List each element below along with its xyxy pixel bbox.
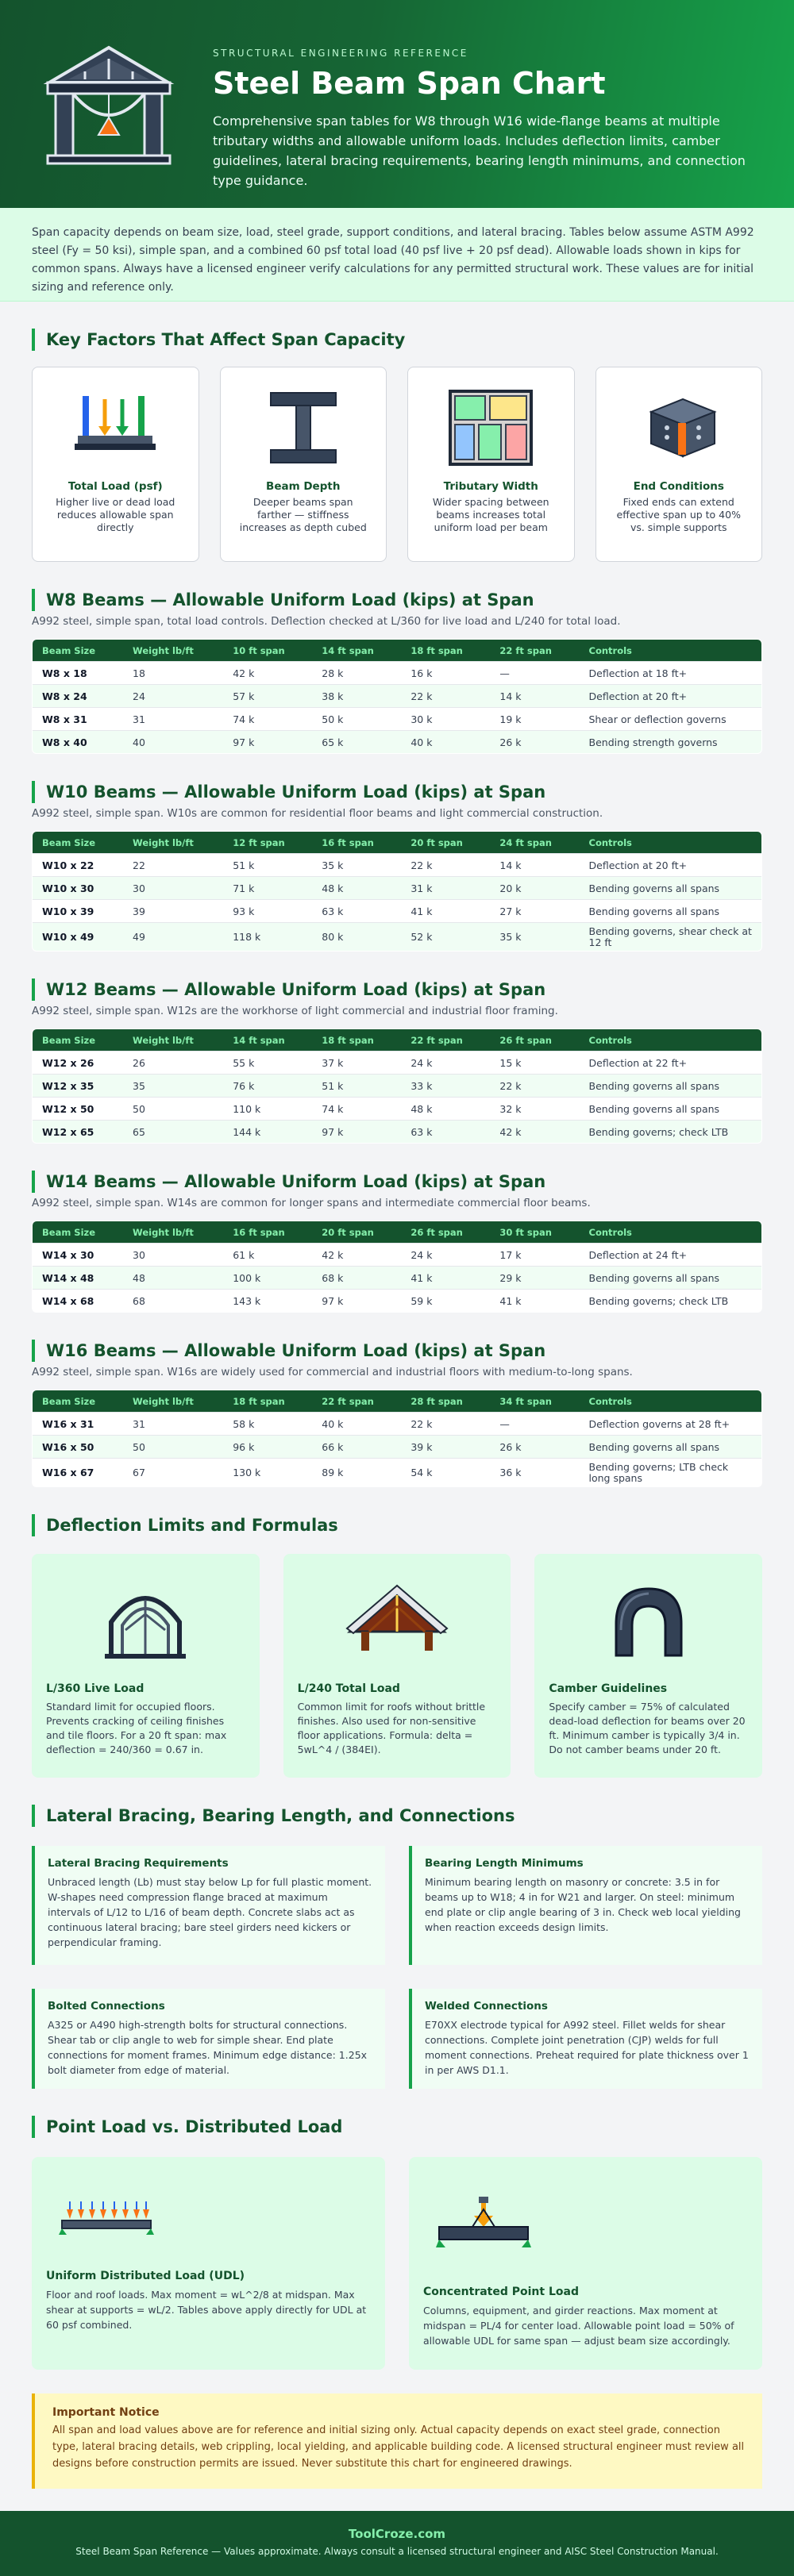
- w14-section: [32, 1171, 762, 1313]
- notice-text: All span and load values above are for reference and initial sizing only. Actual capacity depends on exact steel grade, connection type, lateral bracing details, web crippling, local yielding, and applicable building code. A licensed structural engineer must review all designs before construction permits are issued. Never substitute this chart for engineered drawings.: [52, 2424, 745, 2470]
- table-cell: 65: [123, 1121, 223, 1144]
- important-notice: [32, 2393, 762, 2489]
- i-beam-icon: [260, 388, 347, 467]
- table-cell: 48: [123, 1267, 223, 1290]
- table-cell: 48 k: [312, 877, 401, 900]
- intro-section: [0, 208, 794, 302]
- footer-brand-link[interactable]: ToolCroze.com: [348, 2527, 446, 2541]
- table-row: [33, 1098, 762, 1121]
- table-cell: 50 k: [312, 708, 401, 731]
- table-cell: 41 k: [490, 1290, 579, 1313]
- factor-title: Tributary Width: [443, 480, 538, 493]
- factor-card-depth: [220, 367, 387, 562]
- table-cell: 97 k: [223, 731, 312, 754]
- span-table: [32, 1221, 762, 1313]
- table-row: [33, 662, 762, 685]
- header-description: Comprehensive span tables for W8 through W16 wide-flange beams at multiple tributary widths and allowable uniform loads. Includes deflection limits, camber guidelines, lateral bracing requirements, bearing length minimums, and connection type guidance.: [213, 113, 746, 188]
- beam-size-cell: W12 x 26: [33, 1052, 124, 1075]
- table-row: [33, 877, 762, 900]
- deflection-cards: [32, 1554, 762, 1778]
- deflection-card-l240: [283, 1554, 511, 1778]
- table-cell: Deflection at 22 ft+: [580, 1052, 762, 1075]
- column-header: 26 ft span: [490, 1029, 579, 1052]
- beam-size-cell: W14 x 68: [33, 1290, 124, 1313]
- table-row: [33, 1413, 762, 1436]
- deflection-card-title: Camber Guidelines: [549, 1682, 668, 1695]
- table-cell: Deflection at 20 ft+: [580, 685, 762, 708]
- table-subtitle: A992 steel, simple span. W16s are widely used for commercial and industrial floors with medium-to-long spans.: [32, 1366, 633, 1378]
- column-header: 26 ft span: [401, 1221, 490, 1244]
- table-cell: Deflection at 20 ft+: [580, 854, 762, 877]
- beam-size-cell: W8 x 24: [33, 685, 124, 708]
- main-content: [0, 329, 794, 2489]
- bracing-card-lateral: [32, 1846, 385, 1965]
- factor-desc: Deeper beams span farther — stiffness increases as depth cubed: [239, 496, 367, 533]
- table-cell: 51 k: [312, 1075, 401, 1098]
- factor-card-load: [32, 367, 199, 562]
- bracing-card-desc: Minimum bearing length on masonry or concrete: 3.5 in for beams up to W18; 4 in for W21 and larger. On steel: minimum end plate or clip angle bearing of 3 in. Check web local yielding when reaction exceeds design limits.: [425, 1876, 741, 1933]
- column-header: 10 ft span: [223, 640, 312, 662]
- floor-plan-icon: [447, 388, 534, 467]
- column-header: 18 ft span: [312, 1029, 401, 1052]
- table-cell: 40 k: [312, 1413, 401, 1436]
- table-cell: 74 k: [312, 1098, 401, 1121]
- table-cell: Bending governs; check LTB: [580, 1290, 762, 1313]
- bracing-card-desc: E70XX electrode typical for A992 steel. Fillet welds for shear connections. Complete joint penetration (CJP) welds for full moment connections. Preheat required for plate thickness over 1 in per AWS D1.1.: [425, 2019, 749, 2076]
- column-header: 18 ft span: [223, 1390, 312, 1413]
- table-cell: 48 k: [401, 1098, 490, 1121]
- column-header: 20 ft span: [312, 1221, 401, 1244]
- factor-desc: Higher live or dead load reduces allowable span directly: [56, 496, 175, 533]
- table-cell: 26: [123, 1052, 223, 1075]
- bracing-card-desc: Unbraced length (Lb) must stay below Lp for full plastic moment. W-shapes need compression flange braced at maximum intervals of L/12 to L/16 of beam depth. Concrete slabs act as continuous lateral bracing; bare steel girders need kickers or perpendicular framing.: [48, 1876, 372, 1948]
- column-header: 12 ft span: [223, 832, 312, 854]
- table-cell: 61 k: [223, 1244, 312, 1267]
- table-cell: 30: [123, 1244, 223, 1267]
- table-cell: —: [490, 662, 579, 685]
- table-cell: 100 k: [223, 1267, 312, 1290]
- table-cell: 39: [123, 900, 223, 923]
- column-header: 16 ft span: [223, 1221, 312, 1244]
- table-cell: 54 k: [401, 1459, 490, 1487]
- table-cell: 14 k: [490, 685, 579, 708]
- table-cell: 59 k: [401, 1290, 490, 1313]
- table-cell: 50: [123, 1436, 223, 1459]
- beam-size-cell: W12 x 65: [33, 1121, 124, 1144]
- w8-section: [32, 589, 762, 754]
- table-cell: 97 k: [312, 1290, 401, 1313]
- column-header: Weight lb/ft: [123, 1390, 223, 1413]
- table-header-row: [33, 640, 762, 662]
- table-cell: 22 k: [401, 1413, 490, 1436]
- table-cell: 35: [123, 1075, 223, 1098]
- bracing-card-bolted: [32, 1989, 385, 2089]
- deflection-card-desc: Common limit for roofs without brittle finishes. Also used for non-sensitive floor applications. Formula: delta = 5wL^4 / (384EI).: [297, 1701, 486, 1755]
- table-subtitle: A992 steel, simple span, total load controls. Deflection checked at L/360 for live load and L/240 for total load.: [32, 615, 621, 628]
- table-cell: 19 k: [490, 708, 579, 731]
- load-card-desc: Columns, equipment, and girder reactions. Max moment at midspan = PL/4 for center load. Allowable point load = 50% of allowable UDL for same span — adjust beam size accordingly.: [423, 2305, 734, 2347]
- bracing-card-desc: A325 or A490 high-strength bolts for structural connections. Shear tab or clip angle to web for simple shear. End plate connections for moment frames. Minimum edge distance: 1.25x bolt diameter from edge of material.: [48, 2019, 368, 2076]
- column-header: Weight lb/ft: [123, 640, 223, 662]
- table-cell: 63 k: [312, 900, 401, 923]
- table-subtitle: A992 steel, simple span. W10s are common for residential floor beams and light commercial construction.: [32, 807, 603, 820]
- table-cell: 22 k: [401, 685, 490, 708]
- column-header: Beam Size: [33, 640, 124, 662]
- table-row: [33, 1436, 762, 1459]
- beam-size-cell: W10 x 22: [33, 854, 124, 877]
- table-row: [33, 731, 762, 754]
- beam-size-cell: W12 x 35: [33, 1075, 124, 1098]
- span-table: [32, 639, 762, 754]
- column-header: 16 ft span: [312, 832, 401, 854]
- table-cell: 130 k: [223, 1459, 312, 1487]
- beam-connection-icon: [635, 388, 723, 467]
- table-cell: Deflection at 18 ft+: [580, 662, 762, 685]
- table-title: W8 Beams — Allowable Uniform Load (kips) at Span: [32, 589, 762, 611]
- table-cell: 35 k: [490, 923, 579, 952]
- beam-size-cell: W8 x 31: [33, 708, 124, 731]
- beam-size-cell: W14 x 30: [33, 1244, 124, 1267]
- beam-size-cell: W12 x 50: [33, 1098, 124, 1121]
- arch-truss-icon: [102, 1582, 189, 1662]
- table-cell: Bending governs, shear check at 12 ft: [580, 923, 762, 952]
- column-header: 22 ft span: [401, 1029, 490, 1052]
- bracing-card-title: Bearing Length Minimums: [425, 1857, 584, 1870]
- table-cell: 93 k: [223, 900, 312, 923]
- table-row: [33, 708, 762, 731]
- table-row: [33, 1267, 762, 1290]
- column-header: Weight lb/ft: [123, 1029, 223, 1052]
- table-cell: 40 k: [401, 731, 490, 754]
- table-cell: Bending strength governs: [580, 731, 762, 754]
- column-header: Beam Size: [33, 832, 124, 854]
- factor-desc: Fixed ends can extend effective span up to 40% vs. simple supports: [616, 496, 741, 533]
- w12-section: [32, 978, 762, 1144]
- table-cell: 68 k: [312, 1267, 401, 1290]
- bracing-card-bearing: [409, 1846, 762, 1965]
- column-header: Controls: [580, 832, 762, 854]
- table-cell: 66 k: [312, 1436, 401, 1459]
- table-cell: 89 k: [312, 1459, 401, 1487]
- w16-section: [32, 1340, 762, 1487]
- table-cell: 30: [123, 877, 223, 900]
- load-arrows-icon: [71, 388, 159, 467]
- factors-title: Key Factors That Affect Span Capacity: [32, 329, 762, 351]
- table-cell: Bending governs all spans: [580, 1098, 762, 1121]
- point-load-icon: [436, 2195, 531, 2251]
- table-cell: 42 k: [490, 1121, 579, 1144]
- table-cell: 71 k: [223, 877, 312, 900]
- table-cell: 22 k: [401, 854, 490, 877]
- column-header: Controls: [580, 1390, 762, 1413]
- table-cell: 31: [123, 708, 223, 731]
- table-cell: Bending governs; check LTB: [580, 1121, 762, 1144]
- table-cell: 35 k: [312, 854, 401, 877]
- table-cell: 80 k: [312, 923, 401, 952]
- page-footer: [0, 2511, 794, 2576]
- load-card-desc: Floor and roof loads. Max moment = wL^2/8 at midspan. Max shear at supports = wL/2. Tables above apply directly for UDL at 60 psf combined.: [46, 2289, 367, 2331]
- table-cell: 14 k: [490, 854, 579, 877]
- beam-size-cell: W10 x 30: [33, 877, 124, 900]
- table-row: [33, 854, 762, 877]
- table-cell: 50: [123, 1098, 223, 1121]
- column-header: 18 ft span: [401, 640, 490, 662]
- table-cell: 20 k: [490, 877, 579, 900]
- column-header: 28 ft span: [401, 1390, 490, 1413]
- column-header: Beam Size: [33, 1390, 124, 1413]
- table-subtitle: A992 steel, simple span. W14s are common for longer spans and intermediate commercial floor beams.: [32, 1197, 591, 1209]
- deflection-card-title: L/360 Live Load: [46, 1682, 145, 1695]
- beam-size-cell: W8 x 40: [33, 731, 124, 754]
- table-cell: Bending governs all spans: [580, 1075, 762, 1098]
- column-header: Beam Size: [33, 1029, 124, 1052]
- table-row: [33, 1052, 762, 1075]
- table-cell: 18: [123, 662, 223, 685]
- column-header: 30 ft span: [490, 1221, 579, 1244]
- bracing-cards: [32, 1846, 762, 2089]
- column-header: 22 ft span: [312, 1390, 401, 1413]
- deflection-card-title: L/240 Total Load: [297, 1682, 400, 1695]
- span-table: [32, 831, 762, 952]
- column-header: Weight lb/ft: [123, 832, 223, 854]
- table-cell: 32 k: [490, 1098, 579, 1121]
- column-header: 14 ft span: [312, 640, 401, 662]
- column-header: Controls: [580, 640, 762, 662]
- table-header-row: [33, 1221, 762, 1244]
- column-header: Controls: [580, 1029, 762, 1052]
- intro-text: Span capacity depends on beam size, load, steel grade, support conditions, and lateral bracing. Tables below assume ASTM A992 steel (Fy = 50 ksi), simple span, and a combined 60 psf total load (40 psf live + 20 psf dead). Allowable loads shown in kips for common spans. Always have a licensed engineer verify calculations for any permitted structural work. These values are for initial sizing and reference only.: [32, 226, 754, 294]
- beam-size-cell: W10 x 49: [33, 923, 124, 952]
- table-subtitle: A992 steel, simple span. W12s are the workhorse of light commercial and industrial floor framing.: [32, 1005, 558, 1017]
- table-title: W10 Beams — Allowable Uniform Load (kips) at Span: [32, 781, 762, 803]
- cambered-arch-icon: [605, 1582, 692, 1662]
- span-table: [32, 1390, 762, 1487]
- table-cell: —: [490, 1413, 579, 1436]
- table-cell: 39 k: [401, 1436, 490, 1459]
- beam-size-cell: W16 x 31: [33, 1413, 124, 1436]
- bracing-card-title: Lateral Bracing Requirements: [48, 1857, 229, 1870]
- deflection-card-desc: Specify camber = 75% of calculated dead-load deflection for beams over 20 ft. Minimum camber is typically 3/4 in. Do not camber beams under 20 ft.: [549, 1701, 746, 1755]
- column-header: 22 ft span: [490, 640, 579, 662]
- table-row: [33, 900, 762, 923]
- table-cell: 17 k: [490, 1244, 579, 1267]
- table-cell: 24 k: [401, 1244, 490, 1267]
- load-card-title: Concentrated Point Load: [423, 2286, 579, 2298]
- factor-title: Beam Depth: [266, 480, 341, 493]
- table-cell: 31 k: [401, 877, 490, 900]
- table-cell: 41 k: [401, 900, 490, 923]
- table-cell: 24 k: [401, 1052, 490, 1075]
- table-cell: Shear or deflection governs: [580, 708, 762, 731]
- table-cell: Bending governs; LTB check long spans: [580, 1459, 762, 1487]
- table-row: [33, 1290, 762, 1313]
- table-title: W16 Beams — Allowable Uniform Load (kips) at Span: [32, 1340, 762, 1362]
- bracing-title: Lateral Bracing, Bearing Length, and Connections: [32, 1805, 762, 1827]
- table-cell: 22: [123, 854, 223, 877]
- column-header: 20 ft span: [401, 832, 490, 854]
- factor-desc: Wider spacing between beams increases total uniform load per beam: [432, 496, 549, 533]
- table-cell: 22 k: [490, 1075, 579, 1098]
- gazebo-logo-icon: [41, 41, 176, 168]
- loads-title: Point Load vs. Distributed Load: [32, 2116, 762, 2138]
- table-row: [33, 1075, 762, 1098]
- load-card-title: Uniform Distributed Load (UDL): [46, 2270, 245, 2282]
- table-title: W14 Beams — Allowable Uniform Load (kips) at Span: [32, 1171, 762, 1193]
- table-cell: 49: [123, 923, 223, 952]
- table-cell: 67: [123, 1459, 223, 1487]
- column-header: 24 ft span: [490, 832, 579, 854]
- deflection-card-camber: [534, 1554, 762, 1778]
- factor-card-width: [407, 367, 575, 562]
- table-cell: 76 k: [223, 1075, 312, 1098]
- table-cell: Bending governs all spans: [580, 1267, 762, 1290]
- span-table: [32, 1028, 762, 1144]
- table-cell: Bending governs all spans: [580, 877, 762, 900]
- page-title: Steel Beam Span Chart: [213, 66, 606, 101]
- w10-section: [32, 781, 762, 952]
- table-cell: 118 k: [223, 923, 312, 952]
- span-tables: [32, 589, 762, 1487]
- table-cell: 26 k: [490, 731, 579, 754]
- table-row: [33, 1459, 762, 1487]
- page-header: [0, 0, 794, 208]
- load-card-point: [409, 2157, 762, 2370]
- load-card-udl: [32, 2157, 385, 2370]
- table-cell: 26 k: [490, 1436, 579, 1459]
- table-cell: 31: [123, 1413, 223, 1436]
- bracing-card-title: Bolted Connections: [48, 2000, 165, 2013]
- deflection-card-desc: Standard limit for occupied floors. Prevents cracking of ceiling finishes and tile floors. For a 20 ft span: max deflection = 240/360 = 0.67 in.: [46, 1701, 227, 1755]
- footer-text: Steel Beam Span Reference — Values approximate. Always consult a licensed structural engineer and AISC Steel Construction Manual.: [75, 2546, 719, 2557]
- table-cell: 65 k: [312, 731, 401, 754]
- header-eyebrow: STRUCTURAL ENGINEERING REFERENCE: [213, 48, 468, 59]
- bracing-card-title: Welded Connections: [425, 2000, 548, 2013]
- roof-truss-icon: [345, 1582, 449, 1662]
- table-cell: 16 k: [401, 662, 490, 685]
- factor-card-ends: [596, 367, 763, 562]
- table-cell: 24: [123, 685, 223, 708]
- table-cell: 42 k: [223, 662, 312, 685]
- table-row: [33, 923, 762, 952]
- table-cell: 33 k: [401, 1075, 490, 1098]
- column-header: Weight lb/ft: [123, 1221, 223, 1244]
- table-cell: 28 k: [312, 662, 401, 685]
- table-cell: 27 k: [490, 900, 579, 923]
- table-cell: 96 k: [223, 1436, 312, 1459]
- beam-size-cell: W8 x 18: [33, 662, 124, 685]
- table-row: [33, 1244, 762, 1267]
- table-cell: 58 k: [223, 1413, 312, 1436]
- table-cell: 51 k: [223, 854, 312, 877]
- table-cell: 36 k: [490, 1459, 579, 1487]
- column-header: Beam Size: [33, 1221, 124, 1244]
- table-cell: 41 k: [401, 1267, 490, 1290]
- table-cell: 30 k: [401, 708, 490, 731]
- beam-size-cell: W10 x 39: [33, 900, 124, 923]
- table-title: W12 Beams — Allowable Uniform Load (kips) at Span: [32, 978, 762, 1001]
- distributed-load-icon: [59, 2195, 154, 2235]
- table-cell: Deflection governs at 28 ft+: [580, 1413, 762, 1436]
- deflection-card-l360: [32, 1554, 260, 1778]
- table-cell: 143 k: [223, 1290, 312, 1313]
- table-cell: 15 k: [490, 1052, 579, 1075]
- beam-size-cell: W14 x 48: [33, 1267, 124, 1290]
- table-cell: 144 k: [223, 1121, 312, 1144]
- beam-size-cell: W16 x 67: [33, 1459, 124, 1487]
- bracing-card-welded: [409, 1989, 762, 2089]
- factor-title: Total Load (psf): [67, 480, 163, 493]
- deflection-title: Deflection Limits and Formulas: [32, 1514, 762, 1536]
- table-cell: 63 k: [401, 1121, 490, 1144]
- table-cell: 42 k: [312, 1244, 401, 1267]
- column-header: 34 ft span: [490, 1390, 579, 1413]
- table-row: [33, 1121, 762, 1144]
- table-cell: 110 k: [223, 1098, 312, 1121]
- table-header-row: [33, 1029, 762, 1052]
- table-cell: Bending governs all spans: [580, 900, 762, 923]
- column-header: 14 ft span: [223, 1029, 312, 1052]
- column-header: Controls: [580, 1221, 762, 1244]
- table-cell: Bending governs all spans: [580, 1436, 762, 1459]
- table-cell: Deflection at 24 ft+: [580, 1244, 762, 1267]
- table-cell: 74 k: [223, 708, 312, 731]
- load-cards: [32, 2157, 762, 2370]
- table-header-row: [33, 832, 762, 854]
- factor-cards: [32, 367, 762, 562]
- table-cell: 37 k: [312, 1052, 401, 1075]
- table-cell: 29 k: [490, 1267, 579, 1290]
- beam-size-cell: W16 x 50: [33, 1436, 124, 1459]
- table-header-row: [33, 1390, 762, 1413]
- table-cell: 55 k: [223, 1052, 312, 1075]
- table-cell: 57 k: [223, 685, 312, 708]
- table-cell: 68: [123, 1290, 223, 1313]
- table-cell: 40: [123, 731, 223, 754]
- table-cell: 38 k: [312, 685, 401, 708]
- table-cell: 97 k: [312, 1121, 401, 1144]
- factor-title: End Conditions: [633, 480, 724, 493]
- table-cell: 52 k: [401, 923, 490, 952]
- table-row: [33, 685, 762, 708]
- notice-title: Important Notice: [52, 2406, 160, 2419]
